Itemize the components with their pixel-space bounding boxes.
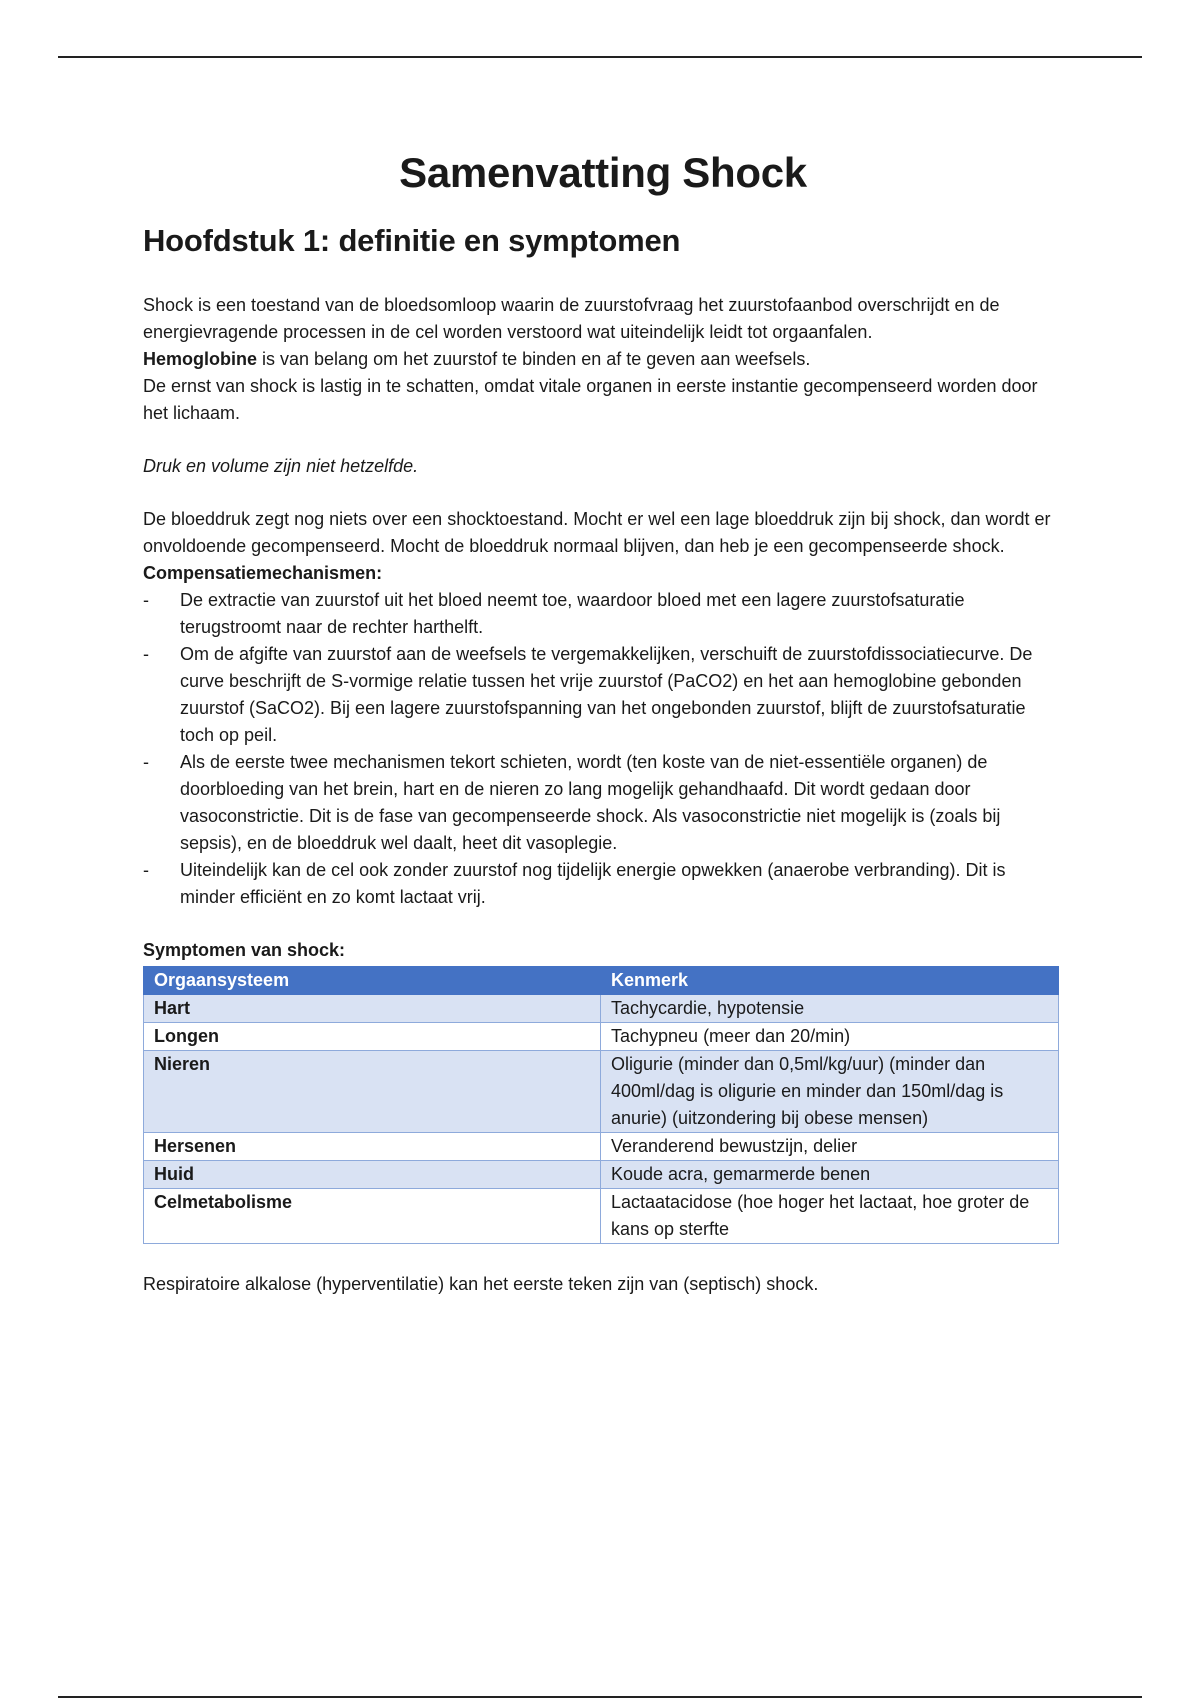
organ-cell: Celmetabolisme <box>144 1189 601 1244</box>
list-item <box>143 749 1063 857</box>
closing-paragraph: Respiratoire alkalose (hyperventilatie) kan het eerste teken zijn van (septisch) shock. <box>143 1274 819 1294</box>
list-item-text: Uiteindelijk kan de cel ook zonder zuurstof nog tijdelijk energie opwekken (anaerobe verbranding). Dit is minder efficiënt en zo komt lactaat vrij. <box>180 860 1006 907</box>
feature-cell: Oligurie (minder dan 0,5ml/kg/uur) (minder dan 400ml/dag is oligurie en minder dan 150ml/dag is anurie) (uitzondering bij obese mensen) <box>601 1051 1059 1133</box>
compensation-heading: Compensatiemechanismen: <box>143 563 383 583</box>
feature-cell: Tachycardie, hypotensie <box>601 995 1059 1023</box>
intro-paragraph: Shock is een toestand van de bloedsomloop waarin de zuurstofvraag het zuurstofaanbod overschrijdt en de energievragende processen in de cel worden verstoord wat uiteindelijk leidt tot orgaanfalen. <box>143 295 1000 342</box>
organ-cell: Nieren <box>144 1051 601 1133</box>
list-item <box>143 587 1063 641</box>
list-item <box>143 857 1063 911</box>
feature-cell: Veranderend bewustzijn, delier <box>601 1133 1059 1161</box>
table-header-row <box>144 967 1059 995</box>
feature-cell: Koude acra, gemarmerde benen <box>601 1161 1059 1189</box>
table-row <box>144 1023 1059 1051</box>
italic-note: Druk en volume zijn niet hetzelfde. <box>143 456 419 476</box>
organ-cell: Hersenen <box>144 1133 601 1161</box>
severity-paragraph: De ernst van shock is lastig in te schatten, omdat vitale organen in eerste instantie gecompenseerd worden door het lichaam. <box>143 376 1038 423</box>
column-header-feature: Kenmerk <box>601 967 1059 995</box>
feature-cell: Lactaatacidose (hoe hoger het lactaat, hoe groter de kans op sterfte <box>601 1189 1059 1244</box>
table-row <box>144 1133 1059 1161</box>
bottom-divider <box>58 1696 1142 1698</box>
hemoglobine-text: is van belang om het zuurstof te binden en af te geven aan weefsels. <box>257 349 811 369</box>
column-header-organ: Orgaansysteem <box>144 967 601 995</box>
document-body <box>143 140 1063 1298</box>
list-item-text: Om de afgifte van zuurstof aan de weefsels te vergemakkelijken, verschuift de zuurstofdissociatiecurve. De curve beschrijft de S-vormige relatie tussen het vrije zuurstof (PaCO2) en het aan hemoglobine gebonden zuurstof (SaCO2). Bij een lagere zuurstofspanning van het ongebonden zuurstof, blijft de zuurstofsaturatie toch op peil. <box>180 644 1033 745</box>
top-divider <box>58 56 1142 58</box>
bullet-dash: - <box>143 860 149 880</box>
intro-section <box>143 292 1063 427</box>
organ-cell: Longen <box>144 1023 601 1051</box>
symptoms-table <box>143 966 1059 1244</box>
feature-cell: Tachypneu (meer dan 20/min) <box>601 1023 1059 1051</box>
hemoglobine-paragraph <box>143 346 1063 373</box>
organ-cell: Hart <box>144 995 601 1023</box>
compensation-list <box>143 587 1063 911</box>
list-item-text: De extractie van zuurstof uit het bloed neemt toe, waardoor bloed met een lagere zuurstofsaturatie terugstroomt naar de rechter harthelft. <box>180 590 965 637</box>
compensation-section <box>143 506 1063 911</box>
organ-cell: Huid <box>144 1161 601 1189</box>
list-item <box>143 641 1063 749</box>
chapter-heading: Hoofdstuk 1: definitie en symptomen <box>143 223 681 258</box>
list-item-text: Als de eerste twee mechanismen tekort schieten, wordt (ten koste van de niet-essentiële organen) de doorbloeding van het brein, hart en de nieren zo lang mogelijk gehandhaafd. Dit wordt gedaan door vasoconstrictie. Dit is de fase van gecompenseerde shock. Als vasoconstrictie niet mogelijk is (zoals bij sepsis), en de bloeddruk wel daalt, heet dit vasoplegie. <box>180 752 1001 853</box>
bullet-dash: - <box>143 644 149 664</box>
table-row <box>144 995 1059 1023</box>
symptoms-heading: Symptomen van shock: <box>143 940 346 960</box>
table-row <box>144 1161 1059 1189</box>
table-row <box>144 1189 1059 1244</box>
hemoglobine-term: Hemoglobine <box>143 349 258 369</box>
bullet-dash: - <box>143 752 149 772</box>
bullet-dash: - <box>143 590 149 610</box>
symptoms-section <box>143 937 1063 1244</box>
document-title: Samenvatting Shock <box>399 149 807 196</box>
bloeddruk-paragraph: De bloeddruk zegt nog niets over een shocktoestand. Mocht er wel een lage bloeddruk zijn bij shock, dan wordt er onvoldoende gecompenseerd. Mocht de bloeddruk normaal blijven, dan heb je een gecompenseerde shock. <box>143 509 1051 556</box>
table-row <box>144 1051 1059 1133</box>
